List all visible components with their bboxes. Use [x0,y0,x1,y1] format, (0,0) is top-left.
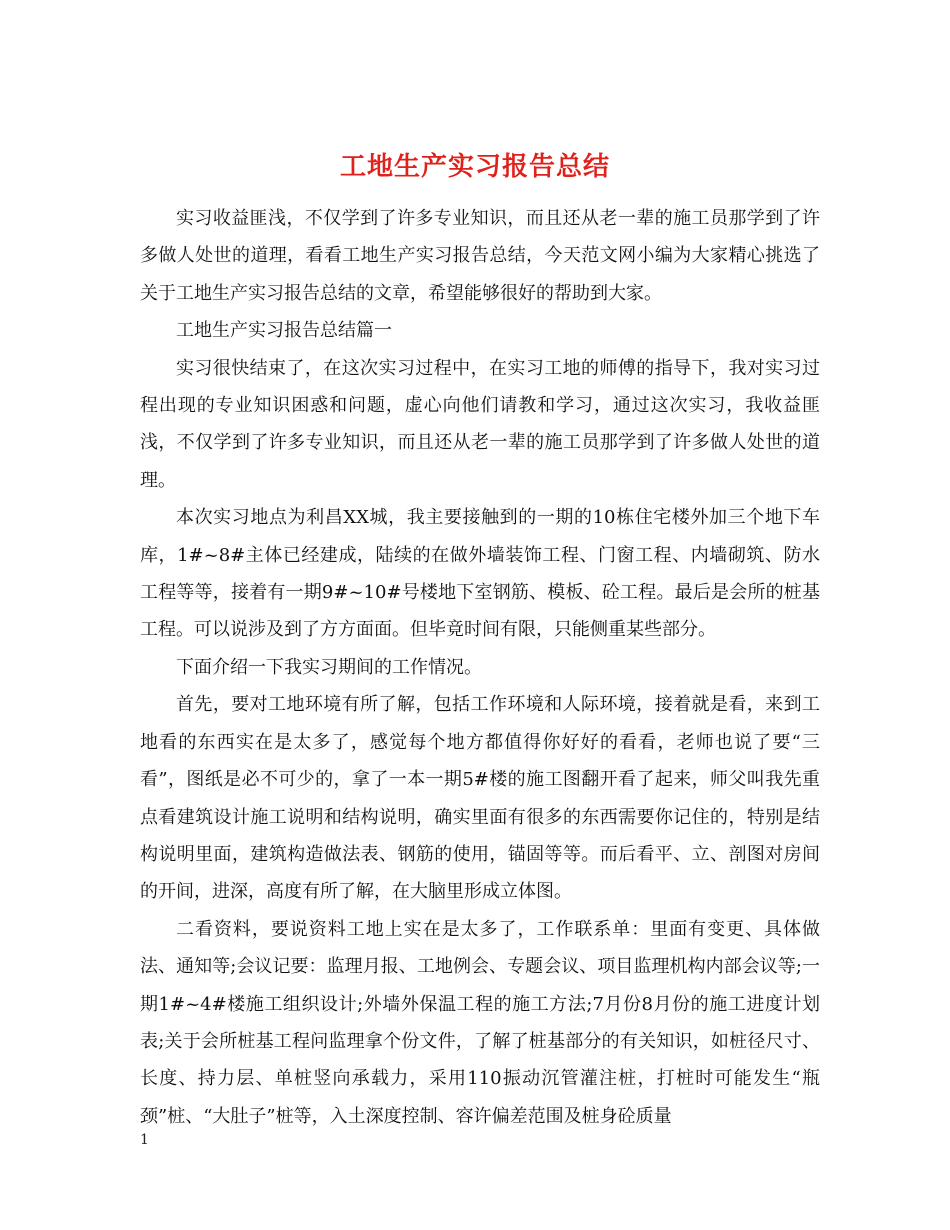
page-title: 工地生产实习报告总结 [339,152,610,183]
section-heading: 工地生产实习报告总结篇一 [176,320,392,342]
paragraph: 首先，要对工地环境有所了解，包括工作环境和人际环境，接着就是看，来到工地看的东西实在是太多了，感觉每个地方都值得你好好的看看，老师也说了要“三看”，图纸是必不可少的，拿了一本一期5#楼的施工图翻开看了起来，师父叫我先重点看建筑设计施工说明和结构说明，确实里面有很多的东西需要你记住的，特别是结构说明里面，建筑构造做法表、钢筋的使用，锚固等等。而后看平、立、剖图对房间的开间，进深，高度有所了解，在大脑里形成立体图。 [140,694,820,903]
document-body [140,200,820,1135]
paragraph: 实习收益匪浅，不仅学到了许多专业知识，而且还从老一辈的施工员那学到了许多做人处世的道理，看看工地生产实习报告总结，今天范文网小编为大家精心挑选了关于工地生产实习报告总结的文章，希望能够很好的帮助到大家。 [140,208,820,304]
paragraph: 本次实习地点为利昌XX城，我主要接触到的一期的10栋住宅楼外加三个地下车库，1#~8#主体已经建成，陆续的在做外墙装饰工程、门窗工程、内墙砌筑、防水工程等等，接着有一期9#~10#号楼地下室钢筋、模板、砼工程。最后是会所的桩基工程。可以说涉及到了方方面面。但毕竟时间有限，只能侧重某些部分。 [140,507,820,641]
paragraph: 二看资料，要说资料工地上实在是太多了，工作联系单：里面有变更、具体做法、通知等;会议记要：监理月报、工地例会、专题会议、项目监理机构内部会议等;一期1#~4#楼施工组织设计;外墙外保温工程的施工方法;7月份8月份的施工进度计划表;关于会所桩基工程问监理拿个份文件，了解了桩基部分的有关知识，如桩径尺寸、长度、持力层、单桩竖向承载力，采用110振动沉管灌注桩，打桩时可能发生“瓶颈”桩、“大肚子”桩等，入土深度控制、容许偏差范围及桩身砼质量 [140,918,820,1127]
page-number: 1 [140,1132,149,1148]
paragraph: 下面介绍一下我实习期间的工作情况。 [176,656,482,678]
paragraph: 实习很快结束了，在这次实习过程中，在实习工地的师傅的指导下，我对实习过程出现的专业知识困惑和问题，虚心向他们请教和学习，通过这次实习，我收益匪浅，不仅学到了许多专业知识，而且还从老一辈的施工员那学到了许多做人处世的道理。 [140,357,820,491]
